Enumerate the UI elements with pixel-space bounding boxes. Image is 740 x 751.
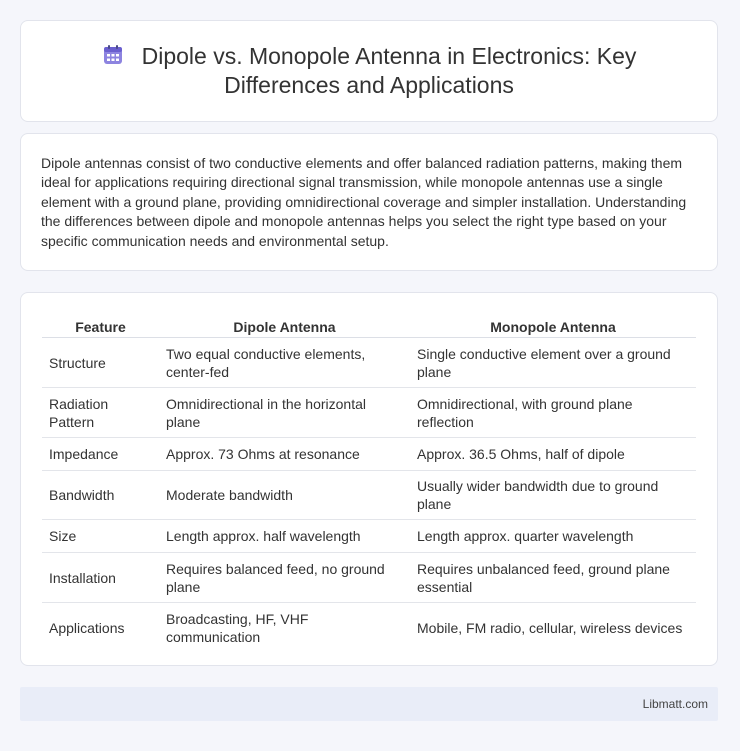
page-title-wrap <box>61 42 677 100</box>
table-card <box>20 292 718 666</box>
header-monopole: Monopole Antenna <box>410 315 696 338</box>
dipole-cell: Two equal conductive elements, center-fed <box>159 338 410 388</box>
footer-bar <box>20 687 718 721</box>
table-row <box>42 603 696 652</box>
title-card <box>20 20 718 122</box>
feature-cell: Installation <box>42 553 159 603</box>
dipole-cell: Approx. 73 Ohms at resonance <box>159 438 410 471</box>
monopole-cell: Usually wider bandwidth due to ground plane <box>410 471 696 520</box>
feature-cell: Applications <box>49 619 125 636</box>
dipole-cell: Length approx. half wavelength <box>159 520 410 553</box>
feature-cell: Size <box>42 520 159 553</box>
comparison-table <box>42 315 696 652</box>
calendar-icon <box>102 44 124 66</box>
intro-paragraph: Dipole antennas consist of two conductive elements and offer balanced radiation patterns, making them ideal for applications requiring directional signal transmission, while monopole antennas use a single element with a ground plane, providing omnidirectional coverage and simpler installation. Understanding the differences between dipole and monopole antennas helps you select the right type based on your specific communication needs and environmental setup. <box>41 155 687 249</box>
monopole-cell: Length approx. quarter wavelength <box>410 520 696 553</box>
table-header-row <box>42 315 696 338</box>
monopole-cell: Omnidirectional, with ground plane reflection <box>410 388 696 438</box>
monopole-cell: Mobile, FM radio, cellular, wireless devices <box>417 619 683 636</box>
feature-cell: Impedance <box>42 438 159 471</box>
page-title: Dipole vs. Monopole Antenna in Electronics: Key Differences and Applications <box>141 43 637 98</box>
monopole-cell: Requires unbalanced feed, ground plane essential <box>410 553 696 603</box>
dipole-cell: Moderate bandwidth <box>159 471 410 520</box>
feature-cell: Radiation Pattern <box>42 388 159 438</box>
feature-cell: Structure <box>42 338 159 388</box>
header-feature: Feature <box>42 315 159 338</box>
dipole-cell: Broadcasting, HF, VHF communication <box>166 610 309 645</box>
table-row <box>42 471 696 520</box>
header-dipole: Dipole Antenna <box>159 315 410 338</box>
table-row <box>42 338 696 388</box>
table-row <box>42 520 696 553</box>
intro-card <box>20 133 718 271</box>
dipole-cell: Requires balanced feed, no ground plane <box>159 553 410 603</box>
dipole-cell: Omnidirectional in the horizontal plane <box>159 388 410 438</box>
monopole-cell: Approx. 36.5 Ohms, half of dipole <box>410 438 696 471</box>
footer-brand-link[interactable]: Libmatt.com <box>642 697 708 711</box>
table-row <box>42 553 696 603</box>
table-row <box>42 388 696 438</box>
monopole-cell: Single conductive element over a ground plane <box>410 338 696 388</box>
table-row <box>42 438 696 471</box>
feature-cell: Bandwidth <box>42 471 159 520</box>
